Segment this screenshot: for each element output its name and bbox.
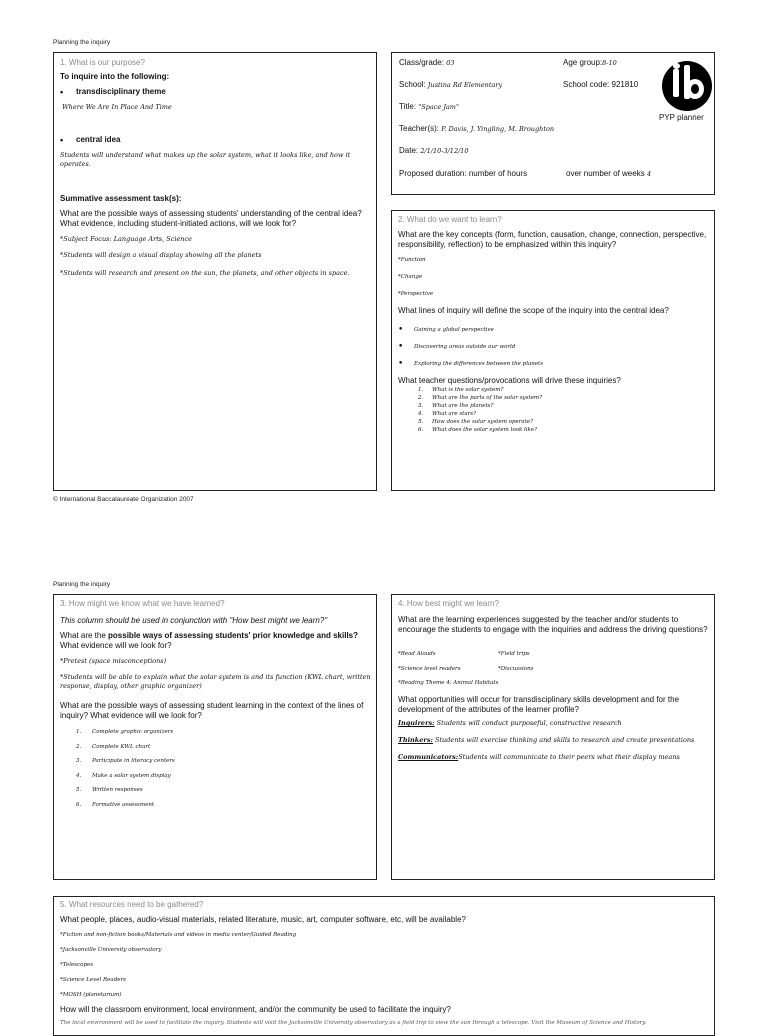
page-header: Planning the inquiry	[53, 39, 111, 46]
school-code: School code: 921810	[563, 80, 639, 89]
teacher-question: 3. What are the planets?	[418, 403, 494, 409]
teacher-question: 6. What does the solar system look like?	[418, 427, 538, 433]
line-of-inquiry: • Discovering areas outside our world	[392, 343, 702, 351]
assessment-item: 6. Formative assessment	[76, 801, 155, 808]
assessment-intro: This column should be used in conjunction with "How best might we learn?"	[60, 616, 328, 625]
resource-item: *MOSH (planetarium)	[60, 992, 122, 998]
attribute-item: Communicators:Students will communicate to their peers what their display means	[398, 753, 680, 761]
page-header: Planning the inquiry	[53, 581, 111, 588]
experience-item: *Reading Theme 4: Animal Habitats	[398, 680, 499, 686]
learn-title: 2. What do we want to learn?	[398, 215, 502, 224]
resources-question: What people, places, audio-visual materials, related literature, music, art, computer software, etc, will be available?	[60, 915, 466, 924]
central-idea-value: Students will understand what makes up the solar system, what it looks like, and how it operates.	[60, 151, 351, 168]
teachers-value: P. Davis, J. Yingling, M. Broughton	[441, 125, 555, 133]
attribute-item: Thinkers: Students will exercise thinking and skills to research and create presentations	[398, 736, 695, 744]
ib-logo-icon	[662, 61, 712, 111]
experience-item: *Field trips	[498, 651, 530, 657]
resources-title: 5. What resources need to be gathered?	[60, 900, 204, 909]
theme-value: Where We Are In Place And Time	[62, 103, 172, 111]
line-of-inquiry: • Gaining a global perspective	[392, 326, 702, 334]
attribute-item: Inquirers: Students will conduct purposeful, constructive research	[398, 719, 622, 727]
assessment-item: 5. Written responses	[76, 787, 143, 793]
summative-label: Summative assessment task(s):	[60, 194, 182, 203]
purpose-intro: To inquire into the following:	[60, 72, 170, 81]
teachers: Teacher(s): P. Davis, J. Yingling, M. Broughton	[399, 124, 555, 133]
summative-item: *Subject Focus: Language Arts, Science	[60, 235, 192, 243]
teacher-question: 1. What is the solar system?	[418, 387, 504, 393]
assessment-box	[53, 594, 377, 880]
summative-item: *Students will research and present on the sun, the planets, and other objects in space.	[60, 269, 350, 277]
line-of-inquiry: • Exploring the differences between the planets	[392, 360, 702, 368]
lines-question: What lines of inquiry will define the scope of the inquiry into the central idea?	[398, 306, 669, 315]
age-group-value: 8-10	[602, 59, 617, 67]
skills-question: What opportunities will occur for transdisciplinary skills development and for the development of the attributes of the learner profile?	[398, 695, 680, 714]
experience-item: *Science level readers	[398, 666, 461, 672]
unit-title-value: "Space Jam"	[418, 103, 459, 111]
assessment-item: 2. Complete KWL chart	[76, 743, 151, 750]
theme-label: • transdisciplinary theme	[54, 87, 166, 97]
assessment-item: 3. Participate in literacy centers	[76, 758, 175, 764]
experiences-question: What are the learning experiences suggested by the teacher and/or students to encourage the students to engage with the inquiries and address the driving questions?	[398, 615, 708, 634]
teacher-question: 2. What are the parts of the solar system?	[418, 395, 543, 401]
class-grade-value: 03	[446, 59, 455, 67]
teacher-questions-label: What teacher questions/provocations will drive these inquiries?	[398, 376, 621, 385]
resource-item: *Jacksonville University observatory	[60, 947, 162, 953]
summative-question: What are the possible ways of assessing students' understanding of the central idea? What evidence, including student-initiated actions, will we look for?	[60, 209, 362, 228]
weeks-value: 4	[646, 170, 652, 178]
concept-item: *Perspective	[398, 291, 434, 297]
how-learn-title: 4. How best might we learn?	[398, 599, 499, 608]
central-idea-label: • central idea	[54, 135, 120, 145]
how-learn-box	[391, 594, 715, 880]
teacher-questions-list	[418, 386, 708, 434]
concepts-question: What are the key concepts (form, function, causation, change, connection, perspective, responsibility, reflection) to be emphasized within this inquiry?	[398, 230, 707, 249]
environment-question: How will the classroom environment, local environment, and/or the community be used to facilitate the inquiry?	[60, 1005, 451, 1014]
resources-box	[53, 896, 715, 1036]
assessment-item: 4. Make a solar system display	[76, 772, 171, 779]
class-grade: Class/grade: 03	[399, 58, 455, 67]
learning-question: What are the possible ways of assessing student learning in the context of the lines of inquiry? What evidence will we look for?	[60, 701, 364, 720]
teacher-question: 4. What are stars?	[418, 411, 477, 417]
central-idea-list	[54, 135, 120, 145]
experience-item: *Discussions	[498, 666, 534, 672]
copyright-footer: © International Baccalaureate Organization 2007	[53, 496, 194, 503]
prior-item: *Pretest (space misconceptions)	[60, 657, 167, 665]
assessment-title: 3. How might we know what we have learned?	[60, 599, 225, 608]
unit-title: Title: "Space Jam"	[399, 102, 459, 111]
concept-item: *Change	[398, 274, 423, 280]
teacher-question: 5. How does the solar system operate?	[418, 419, 534, 425]
age-group: Age group:8-10	[563, 58, 617, 67]
purpose-box	[53, 52, 377, 491]
school-code-value: 921810	[611, 80, 639, 89]
duration-weeks: over number of weeks 4	[566, 169, 652, 178]
purpose-title: 1. What is our purpose?	[60, 58, 145, 67]
concept-item: *Function	[398, 257, 426, 263]
experience-item: *Read Alouds	[398, 651, 436, 657]
school-value: Justina Rd Elementary	[427, 81, 503, 89]
resource-item: *Science Level Readers	[60, 977, 126, 983]
environment-answer: The local environment will be used to facilitate the inquiry. Students will visit the Jacksonville University observatory as a field trip to view the sun through a telescope. Visit the Museum of Science and History.	[60, 1020, 647, 1026]
assessment-item: 1. Complete graphic organizers	[76, 729, 174, 735]
school: School: Justina Rd Elementary	[399, 80, 503, 89]
lines-list	[392, 326, 702, 368]
duration-hours: Proposed duration: number of hours	[399, 169, 528, 178]
prior-knowledge-question: What are the possible ways of assessing students' prior knowledge and skills? What evidence will we look for?	[60, 631, 359, 650]
theme-list	[54, 87, 166, 97]
prior-item: *Students will be able to explain what the solar system is and its function (KWL chart, written response, display, other graphic organizer)	[60, 673, 371, 690]
summative-item: *Students will design a visual display showing all the planets	[60, 251, 262, 259]
date: Date: 2/1/10-3/12/10	[399, 146, 469, 155]
resource-item: *Telescopes	[60, 962, 94, 968]
learn-box	[391, 210, 715, 491]
pyp-planner-label: PYP planner	[659, 113, 704, 122]
date-value: 2/1/10-3/12/10	[420, 147, 469, 155]
info-box	[391, 52, 715, 195]
resource-item: *Fiction and non-fiction books/Materials and videos in media center/Guided Reading	[60, 932, 297, 938]
assessment-list	[76, 725, 356, 812]
